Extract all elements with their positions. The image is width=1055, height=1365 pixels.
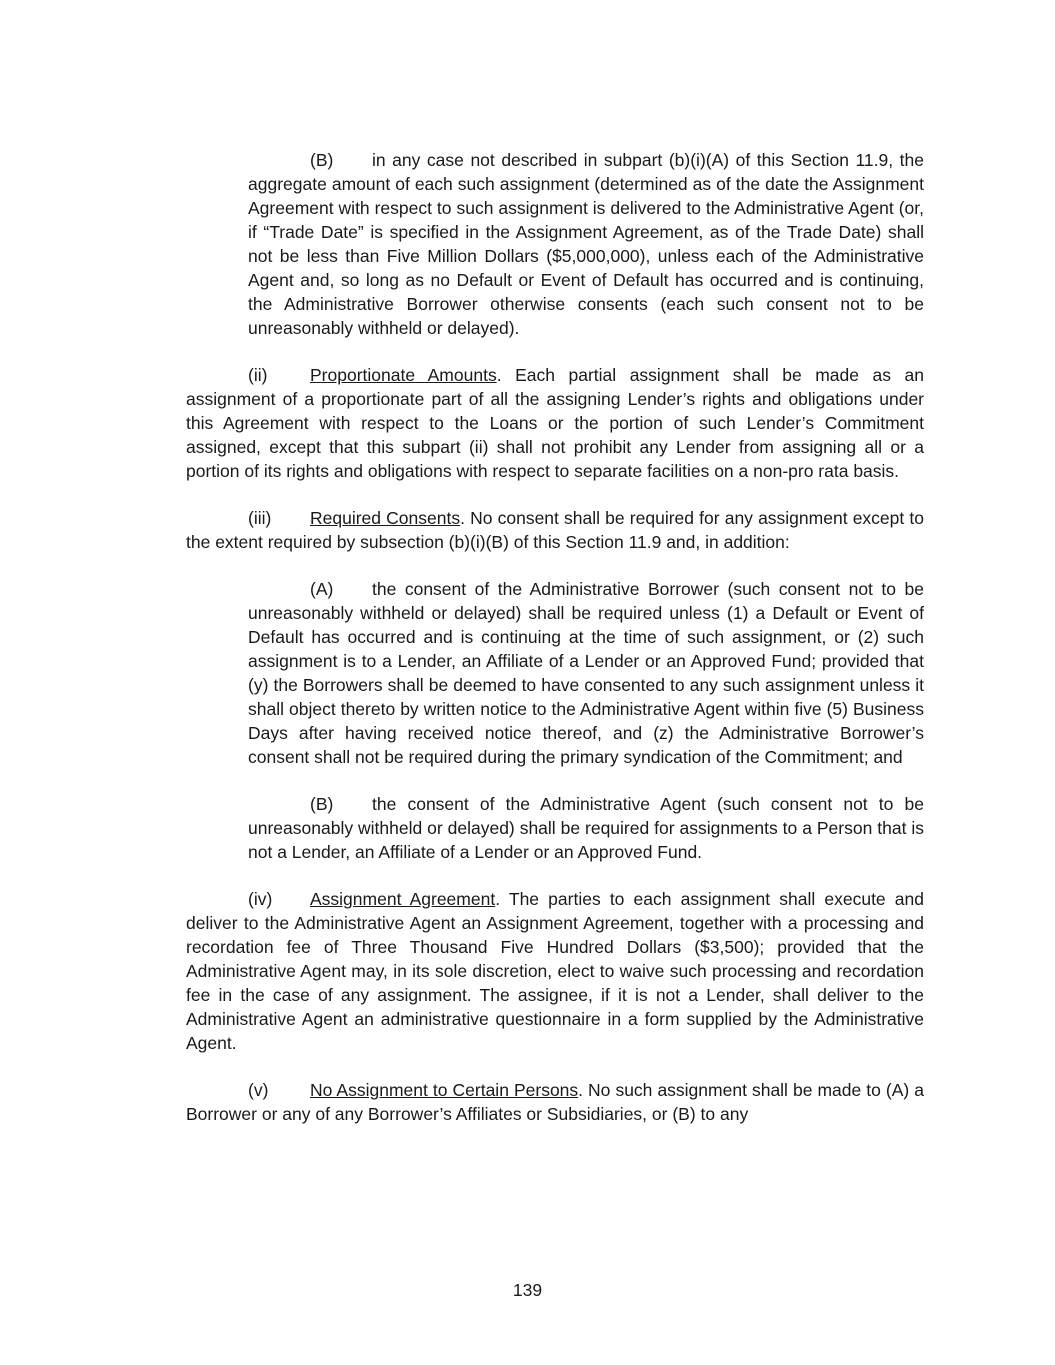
clause-ii-proportionate-amounts [186,363,924,483]
clause-text: . No such assignment shall be made to (A) a Borrower or any of any Borrower’s Affiliates or Subsidiaries, or (B) to any [186,1080,924,1124]
clause-b-aggregate-amount [248,148,924,340]
clause-heading: Assignment Agreement [310,889,496,909]
clause-heading: Required Consents [310,508,461,528]
clause-iv-assignment-agreement [186,887,924,1055]
clause-marker: (iii) [248,508,272,528]
clause-marker: (v) [248,1080,269,1100]
clause-text: . No consent shall be required for any assignment except to the extent required by subsection (b)(i)(B) of this Section 11.9 and, in addition: [186,508,924,552]
clause-iii-required-consents [186,506,924,554]
document-body [186,148,924,1126]
clause-marker: (ii) [248,365,268,385]
clause-marker: (B) [310,150,334,170]
clause-a-borrower-consent [248,577,924,769]
clause-marker: (B) [310,794,334,814]
clause-heading: Proportionate Amounts [310,365,497,385]
clause-marker: (A) [310,579,334,599]
clause-text: in any case not described in subpart (b)(i)(A) of this Section 11.9, the aggregate amount of each such assignment (determined as of the date the Assignment Agreement with respect to such assignment is delivered to the Administrative Agent (or, if “Trade Date” is specified in the Assignment Agreement, as of the Trade Date) shall not be less than Five Million Dollars ($5,000,000), unless each of the Administrative Agent and, so long as no Default or Event of Default has occurred and is continuing, the Administrative Borrower otherwise consents (each such consent not to be unreasonably withheld or delayed). [248,150,924,338]
page-number: 139 [512,1280,543,1300]
clause-v-no-assignment [186,1078,924,1126]
clause-text: the consent of the Administrative Borrower (such consent not to be unreasonably withheld or delayed) shall be required unless (1) a Default or Event of Default has occurred and is continuing at the time of such assignment, or (2) such assignment is to a Lender, an Affiliate of a Lender or an Approved Fund; provided that (y) the Borrowers shall be deemed to have consented to any such assignment unless it shall object thereto by written notice to the Administrative Agent within five (5) Business Days after having received notice thereof, and (z) the Administrative Borrower’s consent shall not be required during the primary syndication of the Commitment; and [248,579,924,767]
clause-marker: (iv) [248,889,273,909]
clause-b-agent-consent [248,792,924,864]
clause-text: the consent of the Administrative Agent (such consent not to be unreasonably withheld or delayed) shall be required for assignments to a Person that is not a Lender, an Affiliate of a Lender or an Approved Fund. [248,794,924,862]
clause-heading: No Assignment to Certain Persons [310,1080,579,1100]
clause-text: . The parties to each assignment shall execute and deliver to the Administrative Agent an Assignment Agreement, together with a processing and recordation fee of Three Thousand Five Hundred Dollars ($3,500); provided that the Administrative Agent may, in its sole discretion, elect to waive such processing and recordation fee in the case of any assignment. The assignee, if it is not a Lender, shall deliver to the Administrative Agent an administrative questionnaire in a form supplied by the Administrative Agent. [186,889,924,1053]
clause-text: . Each partial assignment shall be made as an assignment of a proportionate part of all the assigning Lender’s rights and obligations under this Agreement with respect to the Loans or the portion of such Lender’s Commitment assigned, except that this subpart (ii) shall not prohibit any Lender from assigning all or a portion of its rights and obligations with respect to separate facilities on a non-pro rata basis. [186,365,925,481]
